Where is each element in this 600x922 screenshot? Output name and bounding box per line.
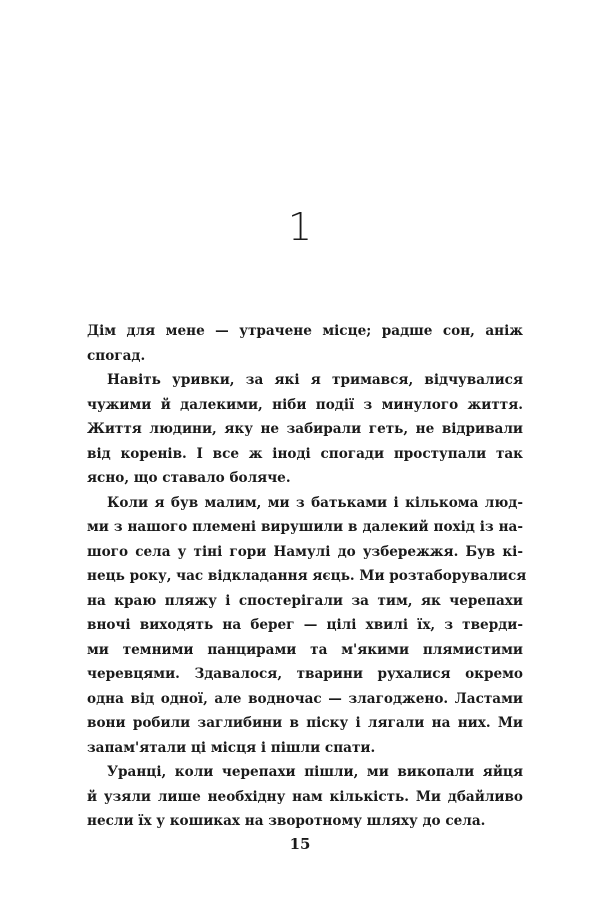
text-line: вони робили заглибини в піску і лягали на них. Ми	[87, 715, 523, 731]
page-number: 15	[289, 835, 311, 853]
body-text	[87, 319, 527, 834]
text-line: Навіть уривки, за які я тримався, відчувалися	[107, 372, 523, 388]
text-line: несли їх у кошиках на зворотному шляху до села.	[87, 813, 486, 829]
text-line: Життя людини, яку не забирали геть, не відривали	[87, 421, 523, 437]
text-line: одна від одної, але водночас — злагоджено. Ластами	[87, 690, 523, 707]
text-line: ясно, що ставало боляче.	[87, 470, 291, 486]
text-line: спогад.	[87, 347, 146, 364]
chapter-number: 1	[287, 205, 313, 249]
text-line: чужими й далекими, ніби події з минулого життя.	[87, 396, 523, 413]
text-line: вночі виходять на берег — цілі хвилі їх, з тверди-	[87, 617, 523, 633]
text-line: Коли я був малим, ми з батьками і кількома люд-	[107, 494, 523, 511]
text-line: ми темними панцирами та м'якими плямистими	[87, 641, 523, 658]
text-line: черевцями. Здавалося, тварини рухалися окремо	[87, 666, 523, 682]
text-line: нець року, час відкладання яєць. Ми розтаборувалися	[87, 568, 527, 584]
text-line: Уранці, коли черепахи пішли, ми викопали яйця	[107, 764, 523, 780]
text-line: шого села у тіні гори Намулі до узбережжя. Був кі-	[87, 543, 523, 560]
text-line: Дім для мене — утрачене місце; радше сон, аніж	[87, 323, 523, 339]
text-line: ми з нашого племені вирушили в далекий похід із на-	[87, 519, 523, 535]
text-line: й узяли лише необхідну нам кількість. Ми дбайливо	[87, 788, 523, 805]
text-line: запам'ятали ці місця і пішли спати.	[87, 739, 376, 756]
text-line: на краю пляжу і спостерігали за тим, як черепахи	[87, 592, 523, 609]
text-line: від коренів. І все ж іноді спогади проступали так	[87, 445, 523, 462]
